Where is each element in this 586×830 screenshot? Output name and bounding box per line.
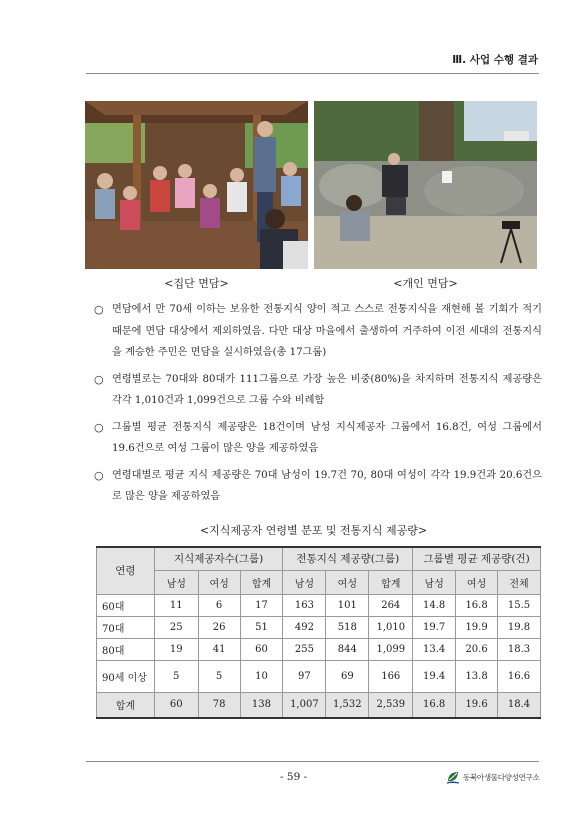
table-cell: 19.8 (498, 616, 541, 638)
table-cell: 18.3 (498, 638, 541, 660)
total-cell: 2,539 (369, 692, 413, 718)
table-cell: 19.9 (456, 616, 498, 638)
header-divider (86, 73, 539, 74)
age-column-header: 연령 (97, 547, 155, 594)
table-cell: 19.7 (413, 616, 456, 638)
table-cell: 97 (283, 660, 326, 692)
findings-list (92, 299, 542, 513)
table-cell: 51 (240, 616, 283, 638)
table-cell: 16.6 (498, 660, 541, 692)
table-cell: 5 (198, 660, 240, 692)
section-title: Ⅲ. 사업 수행 결과 (452, 54, 538, 66)
table-cell: 492 (283, 616, 326, 638)
finding-item (92, 369, 542, 412)
total-label: 합계 (97, 692, 155, 718)
bullet-circle-icon: ○ (94, 303, 104, 316)
organization-mark (446, 770, 539, 784)
row-label: 90세 이상 (97, 660, 155, 692)
subheader: 여성 (456, 570, 498, 594)
table-cell: 518 (326, 616, 369, 638)
subheader: 남성 (154, 570, 198, 594)
table-cell: 19.4 (413, 660, 456, 692)
total-row (97, 692, 541, 718)
bullet-circle-icon: ○ (94, 420, 104, 434)
subheader: 합계 (369, 570, 413, 594)
finding-item (92, 465, 542, 508)
organization-name: 동북아생물다양성연구소 (463, 772, 540, 782)
footer-divider (86, 761, 539, 762)
group-header-providers: 지식제공자수(그룹) (154, 547, 283, 570)
table-row (97, 594, 541, 616)
table-row (97, 660, 541, 692)
finding-item (92, 299, 542, 364)
leaf-logo-icon (446, 770, 460, 784)
table-cell: 17 (240, 594, 283, 616)
total-cell: 19.6 (456, 692, 498, 718)
page-number: - 59 - (280, 771, 308, 783)
subheader: 여성 (198, 570, 240, 594)
table-cell: 10 (240, 660, 283, 692)
table-cell: 13.8 (456, 660, 498, 692)
subheader: 여성 (326, 570, 369, 594)
table-cell: 26 (198, 616, 240, 638)
group-header-knowledge: 전통지식 제공량(그룹) (283, 547, 413, 570)
total-cell: 1,007 (283, 692, 326, 718)
bullet-circle-icon: ○ (94, 372, 104, 386)
total-cell: 138 (240, 692, 283, 718)
total-cell: 16.8 (413, 692, 456, 718)
subheader: 남성 (283, 570, 326, 594)
table-cell: 13.4 (413, 638, 456, 660)
table-cell: 20.6 (456, 638, 498, 660)
group-header-average: 그룹별 평균 제공량(건) (413, 547, 541, 570)
table-cell: 101 (326, 594, 369, 616)
row-label: 70대 (97, 616, 155, 638)
total-cell: 60 (154, 692, 198, 718)
finding-text: 연령대별로 평균 지식 제공량은 70대 남성이 19.7건 70, 80대 여성이 각각 19.9건과 20.6건으로 많은 양을 제공하였음 (112, 469, 542, 502)
table-cell: 11 (154, 594, 198, 616)
individual-interview-photo (314, 101, 537, 269)
age-distribution-table (96, 546, 541, 719)
table-cell: 844 (326, 638, 369, 660)
total-cell: 18.4 (498, 692, 541, 718)
table-cell: 14.8 (413, 594, 456, 616)
table-row (97, 616, 541, 638)
table-cell: 1,010 (369, 616, 413, 638)
table-cell: 166 (369, 660, 413, 692)
finding-text: 그룹별 평균 전통지식 제공량은 18건이며 남성 지식제공자 그룹에서 16.8건, 여성 그룹에서 19.6건으로 여성 그룹이 많은 양을 제공하였음 (112, 421, 542, 454)
total-cell: 78 (198, 692, 240, 718)
row-label: 80대 (97, 638, 155, 660)
total-cell: 1,532 (326, 692, 369, 718)
row-label: 60대 (97, 594, 155, 616)
table-cell: 41 (198, 638, 240, 660)
table-row (97, 638, 541, 660)
subheader: 합계 (240, 570, 283, 594)
group-interview-caption: <집단 면담> (164, 277, 229, 290)
finding-text: 면담에서 만 70세 이하는 보유한 전통지식 양이 적고 스스로 전통지식을 재현해 볼 기회가 적기 때문에 면담 대상에서 제외하였음. 다만 대상 마을에서 출생하여 거주하여 이전 세대의 전통지식을 계승한 주민은 면담을 실시하였음(총 17그룹) (112, 304, 542, 358)
table-cell: 25 (154, 616, 198, 638)
table-cell: 19 (154, 638, 198, 660)
finding-item (92, 417, 542, 460)
table-cell: 15.5 (498, 594, 541, 616)
table-cell: 264 (369, 594, 413, 616)
table-cell: 255 (283, 638, 326, 660)
bullet-circle-icon: ○ (94, 468, 104, 482)
table-cell: 163 (283, 594, 326, 616)
individual-interview-caption: <개인 면담> (393, 277, 458, 290)
table-cell: 1,099 (369, 638, 413, 660)
table-cell: 5 (154, 660, 198, 692)
table-cell: 6 (198, 594, 240, 616)
table-cell: 60 (240, 638, 283, 660)
subheader: 전체 (498, 570, 541, 594)
group-interview-photo (85, 101, 308, 269)
table-title: <지식제공자 연령별 분포 및 전통지식 제공량> (199, 524, 428, 537)
finding-text: 연령별로는 70대와 80대가 111그룹으로 가장 높은 비중(80%)을 차지하며 전통지식 제공량은 각각 1,010건과 1,099건으로 그룹 수와 비례함 (112, 373, 542, 406)
table-cell: 69 (326, 660, 369, 692)
table-cell: 16.8 (456, 594, 498, 616)
subheader: 남성 (413, 570, 456, 594)
